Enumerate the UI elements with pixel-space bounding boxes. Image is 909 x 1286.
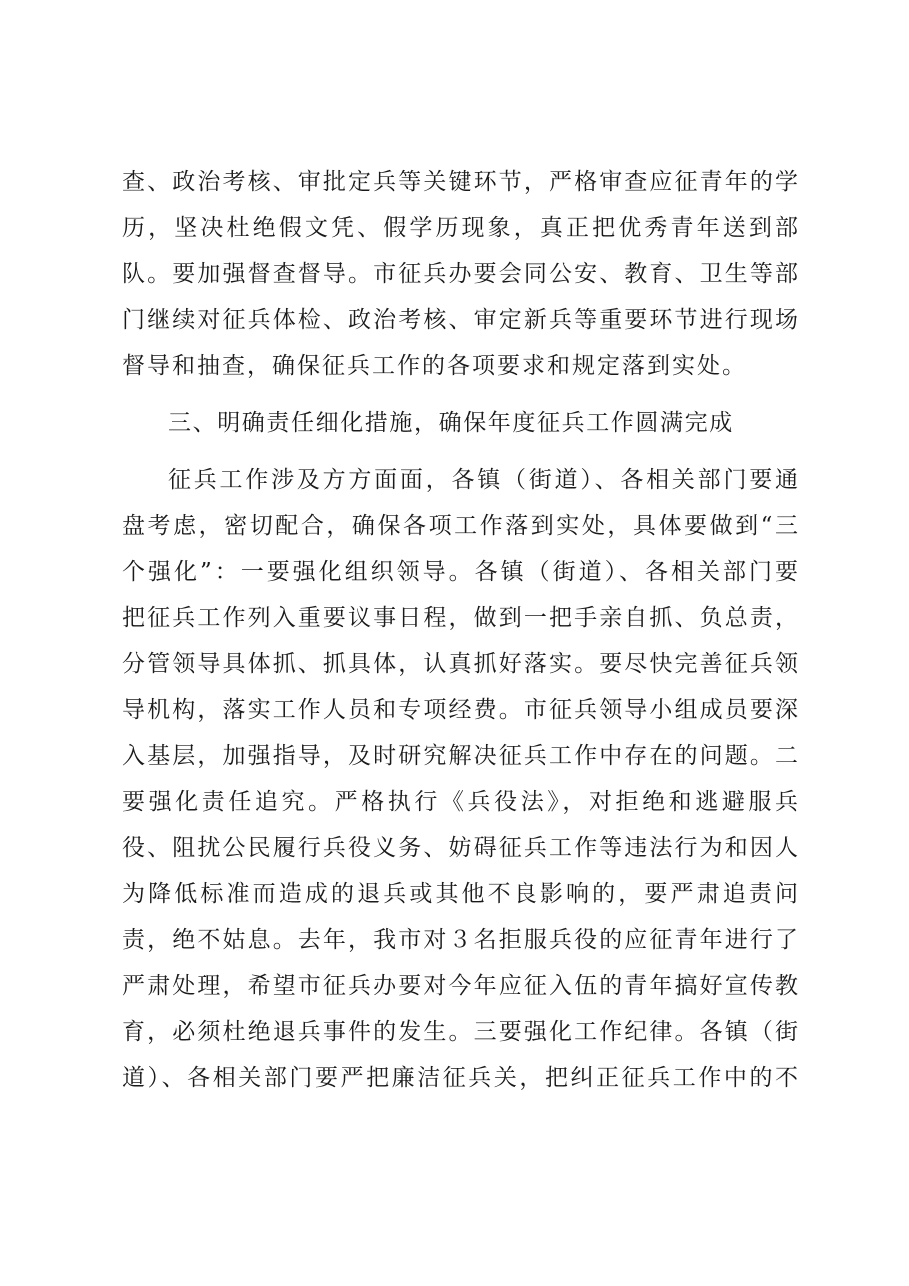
body-text-line: 责，绝不姑息。去年，我市对３名拒服兵役的应征青年进行了 (122, 927, 798, 953)
body-text-line: 严肃处理，希望市征兵办要对今年应征入伍的青年搞好宣传教 (122, 973, 798, 999)
body-text-line: 门继续对征兵体检、政治考核、审定新兵等重要环节进行现场 (122, 307, 798, 333)
body-text-line: 入基层，加强指导，及时研究解决征兵工作中存在的问题。二 (122, 743, 798, 769)
body-text-line: 道）、各相关部门要严把廉洁征兵关，把纠正征兵工作中的不 (122, 1065, 798, 1091)
body-text-line: 队。要加强督查督导。市征兵办要会同公安、教育、卫生等部 (122, 261, 798, 287)
body-text-line: 把征兵工作列入重要议事日程，做到一把手亲自抓、负总责， (122, 605, 798, 631)
body-text-line: 历，坚决杜绝假文凭、假学历现象，真正把优秀青年送到部 (122, 215, 798, 241)
body-text-line: 为降低标准而造成的退兵或其他不良影响的，要严肃追责问 (122, 881, 798, 907)
body-text-line: 督导和抽查，确保征兵工作的各项要求和规定落到实处。 (122, 353, 747, 379)
body-text-line: 盘考虑，密切配合，确保各项工作落到实处，具体要做到“三 (122, 513, 798, 539)
body-text-line: 查、政治考核、审批定兵等关键环节，严格审查应征青年的学 (122, 169, 798, 195)
body-text-line: 育，必须杜绝退兵事件的发生。三要强化工作纪律。各镇（街 (122, 1019, 798, 1045)
body-text-line: 征兵工作涉及方方面面，各镇（街道）、各相关部门要通 (168, 467, 798, 493)
body-text-line: 役、阻扰公民履行兵役义务、妨碍征兵工作等违法行为和因人 (122, 835, 798, 861)
section-heading: 三、明确责任细化措施，确保年度征兵工作圆满完成 (168, 410, 734, 436)
body-text-line: 分管领导具体抓、抓具体，认真抓好落实。要尽快完善征兵领 (122, 651, 798, 677)
body-text-line: 个强化”：一要强化组织领导。各镇（街道）、各相关部门要 (122, 559, 798, 585)
body-text-line: 要强化责任追究。严格执行《兵役法》，对拒绝和逃避服兵 (122, 789, 798, 815)
body-text-line: 导机构，落实工作人员和专项经费。市征兵领导小组成员要深 (122, 697, 798, 723)
